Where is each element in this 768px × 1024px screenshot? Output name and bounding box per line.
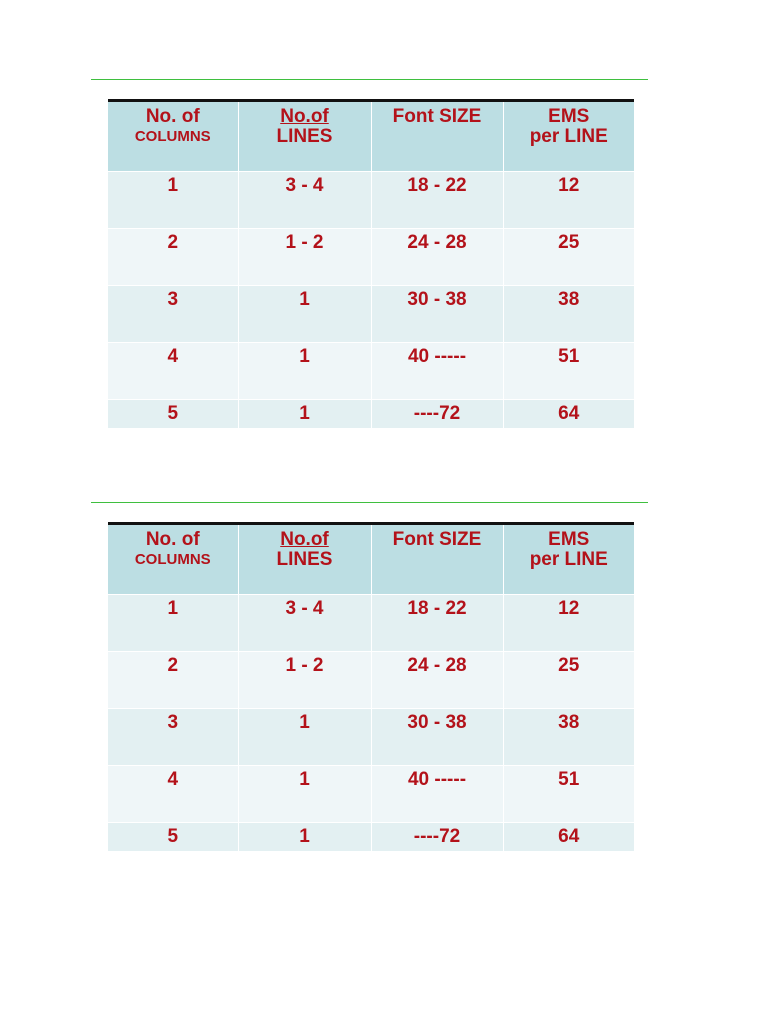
cell-font-size: 40 ----- [371, 343, 503, 400]
cell-ems: 38 [503, 286, 634, 343]
cell-font-size: 18 - 22 [371, 595, 503, 652]
cell-ems: 64 [503, 823, 634, 852]
cell-columns: 2 [108, 652, 238, 709]
table-row [108, 172, 634, 229]
header-columns: No. of COLUMNS [108, 524, 238, 595]
cell-lines: 1 - 2 [238, 229, 371, 286]
table-row [108, 286, 634, 343]
cell-font-size: 30 - 38 [371, 286, 503, 343]
table-row [108, 823, 634, 852]
header-ems-per-line: EMS per LINE [503, 524, 634, 595]
cell-columns: 1 [108, 595, 238, 652]
cell-font-size: 30 - 38 [371, 709, 503, 766]
cell-ems: 64 [503, 400, 634, 429]
cell-columns: 1 [108, 172, 238, 229]
table-row [108, 229, 634, 286]
cell-font-size: ----72 [371, 823, 503, 852]
cell-ems: 51 [503, 766, 634, 823]
cell-lines: 3 - 4 [238, 172, 371, 229]
table-header-row [108, 524, 634, 595]
table-row [108, 343, 634, 400]
cell-columns: 3 [108, 709, 238, 766]
cell-columns: 5 [108, 400, 238, 429]
cell-columns: 3 [108, 286, 238, 343]
cell-columns: 4 [108, 343, 238, 400]
cell-font-size: 18 - 22 [371, 172, 503, 229]
cell-lines: 1 [238, 286, 371, 343]
cell-ems: 38 [503, 709, 634, 766]
table-row [108, 766, 634, 823]
cell-lines: 1 [238, 766, 371, 823]
cell-columns: 5 [108, 823, 238, 852]
table-row [108, 595, 634, 652]
table-row [108, 652, 634, 709]
header-ems-per-line: EMS per LINE [503, 101, 634, 172]
cell-lines: 1 [238, 343, 371, 400]
header-font-size: Font SIZE [371, 524, 503, 595]
divider-line [91, 79, 648, 80]
cell-lines: 1 [238, 400, 371, 429]
cell-font-size: 40 ----- [371, 766, 503, 823]
cell-columns: 2 [108, 229, 238, 286]
cell-ems: 25 [503, 229, 634, 286]
cell-font-size: 24 - 28 [371, 652, 503, 709]
cell-lines: 1 - 2 [238, 652, 371, 709]
divider-line [91, 502, 648, 503]
header-lines: No.of LINES [238, 524, 371, 595]
header-lines: No.of LINES [238, 101, 371, 172]
cell-ems: 12 [503, 172, 634, 229]
cell-columns: 4 [108, 766, 238, 823]
table-row [108, 400, 634, 429]
cell-lines: 1 [238, 823, 371, 852]
cell-ems: 51 [503, 343, 634, 400]
cell-lines: 3 - 4 [238, 595, 371, 652]
cell-ems: 12 [503, 595, 634, 652]
font-size-table [108, 99, 634, 429]
cell-ems: 25 [503, 652, 634, 709]
table-row [108, 709, 634, 766]
table-header-row [108, 101, 634, 172]
cell-font-size: 24 - 28 [371, 229, 503, 286]
header-font-size: Font SIZE [371, 101, 503, 172]
cell-font-size: ----72 [371, 400, 503, 429]
header-columns: No. of COLUMNS [108, 101, 238, 172]
font-size-table [108, 522, 634, 852]
cell-lines: 1 [238, 709, 371, 766]
